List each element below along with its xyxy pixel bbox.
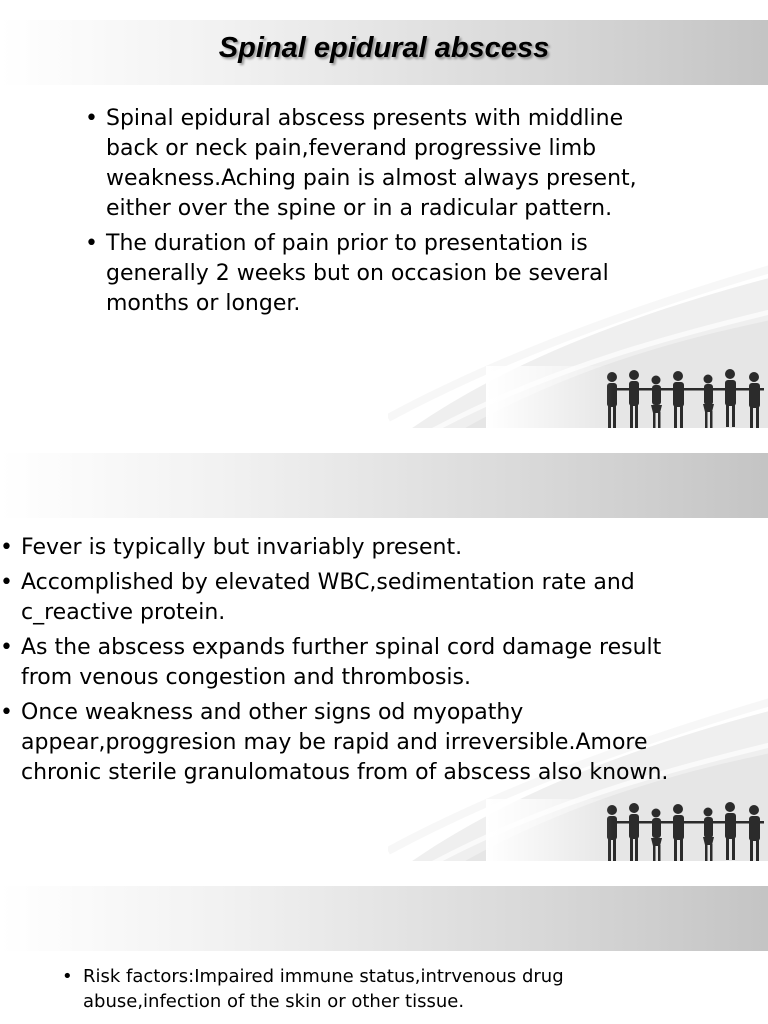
bullet-item: • Accomplished by elevated WBC,sedimentation rate and c_reactive protein. bbox=[0, 568, 690, 628]
bullet-item: • The duration of pain prior to presentation is generally 2 weeks but on occasion be several months or longer. bbox=[85, 229, 655, 319]
people-silhouette-image bbox=[486, 366, 768, 428]
slide-header-band bbox=[0, 886, 768, 951]
slide-title: Spinal epidural abscess bbox=[218, 32, 550, 64]
bullet-item: • As the abscess expands further spinal cord damage result from venous congestion and thrombosis. bbox=[0, 633, 690, 693]
bullet-list bbox=[0, 533, 690, 793]
bullet-item: • Spinal epidural abscess presents with middline back or neck pain,feverand progressive limb weakness.Aching pain is almost always present, either over the spine or in a radicular pattern. bbox=[85, 104, 655, 224]
slide-header-band bbox=[0, 453, 768, 518]
slide-2 bbox=[0, 453, 768, 861]
slide-1 bbox=[0, 20, 768, 428]
bullet-item: • Once weakness and other signs od myopathy appear,proggresion may be rapid and irreversible.Amore chronic sterile granulomatous from of abscess also known. bbox=[0, 698, 690, 788]
bullet-item: • Fever is typically but invariably present. bbox=[0, 533, 690, 563]
people-silhouette-image bbox=[486, 799, 768, 861]
bullet-list bbox=[85, 104, 655, 324]
slide-3 bbox=[0, 886, 768, 1024]
bullet-item: • Risk factors:Impaired immune status,intrvenous drug abuse,infection of the skin or other tissue. bbox=[62, 964, 622, 1014]
bullet-list bbox=[62, 964, 622, 1020]
